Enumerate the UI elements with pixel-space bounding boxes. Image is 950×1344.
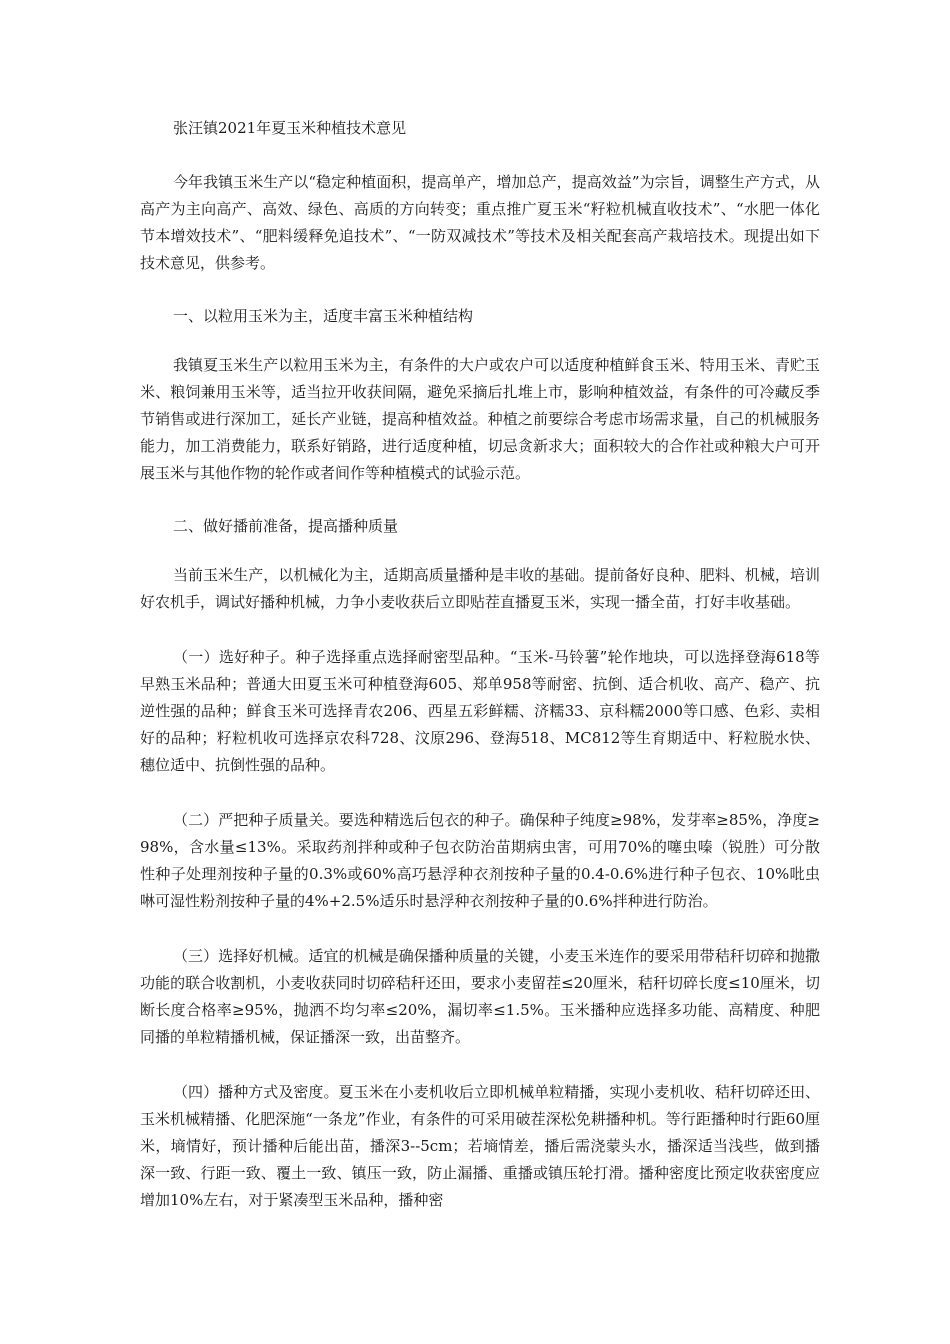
section-1-heading: 一、以粒用玉米为主，适度丰富玉米种植结构 xyxy=(173,307,474,325)
spacer xyxy=(140,616,820,644)
section-2-body: 当前玉米生产，以机械化为主，适期高质量播种是丰收的基础。提前备好良种、肥料、机械，培训好农机手，调试好播种机械，力争小麦收获后立即贴茬直播夏玉米，实现一播全苗，打好丰收基础。 xyxy=(140,566,820,611)
spacer xyxy=(140,779,820,807)
document-title: 张汪镇2021年夏玉米种植技术意见 xyxy=(173,119,407,137)
section-2-heading: 二、做好播前准备，提高播种质量 xyxy=(173,517,399,535)
section-2-item-3: （三）选择好机械。适宜的机械是确保播种质量的关键，小麦玉米连作的要采用带秸秆切碎和抛撒功能的联合收割机，小麦收获同时切碎秸秆还田，要求小麦留茬≤20厘米，秸秆切碎长度≤10厘米，切断长度合格率≥95%，抛洒不均匀率≤20%，漏切率≤1.5%。玉米播种应选择多功能、高精度、种肥同播的单粒精播机械，保证播深一致，出苗整齐。 xyxy=(140,947,820,1046)
section-1-body: 我镇夏玉米生产以粒用玉米为主，有条件的大户或农户可以适度种植鲜食玉米、特用玉米、青贮玉米、粮饲兼用玉米等，适当拉开收获间隔，避免采摘后扎堆上市，影响种植效益，有条件的可冷藏反季节销售或进行深加工，延长产业链，提高种植效益。种植之前要综合考虑市场需求量，自己的机械服务能力，加工消费能力，联系好销路，进行适度种植，切忌贪新求大；面积较大的合作社或种粮大户可开展玉米与其他作物的轮作或者间作等种植模式的试验示范。 xyxy=(140,356,820,482)
spacer xyxy=(140,487,820,515)
section-2-item-1: （一）选好种子。种子选择重点选择耐密型品种。“玉米-马铃薯”轮作地块，可以选择登海618等早熟玉米品种；普通大田夏玉米可种植登海605、郑单958等耐密、抗倒、适合机收、高产、稳产、抗逆性强的品种；鲜食玉米可选择青农206、西星五彩鲜糯、济糯33、京科糯2000等口感、色彩、卖相好的品种；籽粒机收可选择京农科728、汶原296、登海518、MC812等生育期适中、籽粒脱水快、穗位适中、抗倒性强的品种。 xyxy=(140,648,820,774)
spacer xyxy=(140,139,820,169)
spacer xyxy=(140,537,820,562)
section-2-item-2: （二）严把种子质量关。要选种精选后包衣的种子。确保种子纯度≥98%，发芽率≥85%，净度≥98%，含水量≤13%。采取药剂拌种或种子包衣防治苗期病虫害，可用70%的噻虫嗪（锐胜）可分散性种子处理剂按种子量的0.3%或60%高巧悬浮种衣剂按种子量的0.4-0.6%进行种子包衣、10%吡虫啉可湿性粉剂按种子量的4%+2.5%适乐时悬浮种衣剂按种子量的0.6%拌种进行防治。 xyxy=(140,811,820,910)
intro-paragraph: 今年我镇玉米生产以“稳定种植面积，提高单产，增加总产，提高效益”为宗旨，调整生产方式，从高产为主向高产、高效、绿色、高质的方向转变；重点推广夏玉米“籽粒机械直收技术”、“水肥一体化节本增效技术”、“肥料缓释免追技术”、“一防双减技术”等技术及相关配套高产栽培技术。现提出如下技术意见，供参考。 xyxy=(140,173,820,272)
spacer xyxy=(140,1051,820,1079)
spacer xyxy=(140,277,820,305)
section-2-item-4: （四）播种方式及密度。夏玉米在小麦机收后立即机械单粒精播，实现小麦机收、秸秆切碎还田、玉米机械精播、化肥深施“一条龙”作业，有条件的可采用破茬深松免耕播种机。等行距播种时行距60厘米，墒情好，预计播种后能出苗，播深3--5cm；若墒情差，播后需浇蒙头水，播深适当浅些，做到播深一致、行距一致、覆土一致、镇压一致，防止漏播、重播或镇压轮打滑。播种密度比预定收获密度应增加10%左右，对于紧凑型玉米品种，播种密 xyxy=(140,1083,820,1209)
spacer xyxy=(140,327,820,352)
spacer xyxy=(140,915,820,943)
document-page xyxy=(140,117,820,1214)
